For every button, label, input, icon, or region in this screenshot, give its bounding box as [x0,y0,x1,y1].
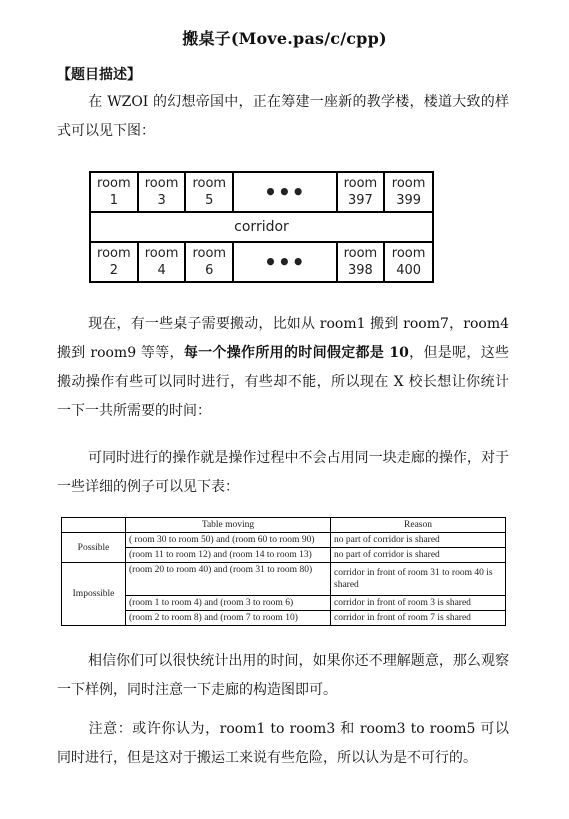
reason-cell: corridor in front of room 31 to room 40 is shared [331,563,506,596]
moving-table [61,517,506,626]
table-row [62,533,506,548]
page-title: 搬桌子(Move.pas/c/cpp) [182,29,387,48]
corridor-diagram [89,171,434,283]
room-cell: room 3 [139,173,187,211]
table-header-empty [62,518,126,533]
hint-text: 相信你们可以很快统计出用的时间，如果你还不理解题意，那么观察一下样例，同时注意一下走廊的构造图即可。 [57,653,509,698]
table-row [62,548,506,563]
table-header-row [62,518,506,533]
room-cell: room 5 [186,173,234,211]
reason-cell: no part of corridor is shared [331,548,506,563]
reason-cell: corridor in front of room 3 is shared [331,596,506,611]
move-cell: ( room 30 to room 50) and (room 60 to room 90) [126,533,331,548]
note-paragraph [57,715,509,773]
category-cell: Impossible [62,563,126,626]
room-cell: room 400 [391,246,426,278]
table-header: Reason [331,518,506,533]
problem-text-bold: 每一个操作所用的时间假定都是 10 [183,345,409,361]
intro-paragraph [57,88,509,146]
rule-text: 可同时进行的操作就是操作过程中不会占用同一块走廊的操作，对于一些详细的例子可以见下表： [57,450,509,495]
table-row [62,563,506,596]
note-text: 注意：或许你认为，room1 to room3 和 room3 to room5 可以同时进行，但是这对于搬运工来说有些危险，所以认为是不可行的。 [57,721,509,766]
category-cell: Possible [62,533,126,563]
problem-text-c: ，但是呢，这些搬动操作有些可以同时进行，有些却不能，所以现在 X 校长想让你统计一下一共所需要的时间： [57,345,510,419]
move-cell: (room 11 to room 12) and (room 14 to room 13) [126,548,331,563]
bottom-room-row [91,241,432,281]
room-cell: room 397 [338,173,386,211]
table-row [62,611,506,626]
ellipsis-cell: ••• [234,173,337,211]
room-cell: room 6 [186,243,234,281]
room-cell: room 398 [338,243,386,281]
move-cell: (room 20 to room 40) and (room 31 to room 80) [126,563,331,596]
table-header: Table moving [126,518,331,533]
intro-text: 在 WZOI 的幻想帝国中，正在筹建一座新的教学楼，楼道大致的样式可以见下图： [57,94,509,139]
rule-paragraph [57,444,509,502]
table-row [62,596,506,611]
move-cell: (room 1 to room 4) and (room 3 to room 6) [126,596,331,611]
hint-paragraph [57,647,509,705]
problem-text-a: 现在，有一些桌子需要搬动，比如从 room1 搬到 room7，room4 搬到 room9 等等， [57,316,509,361]
room-cell: room 4 [139,243,187,281]
room-cell: room 2 [91,243,139,281]
reason-cell: no part of corridor is shared [331,533,506,548]
ellipsis-cell: ••• [234,243,337,281]
room-cell: room 399 [391,176,426,208]
section-heading: 【题目描述】 [57,67,141,83]
problem-paragraph [57,310,509,426]
corridor-label: corridor [234,219,289,235]
reason-cell: corridor in front of room 7 is shared [331,611,506,626]
room-cell: room 1 [91,173,139,211]
top-room-row [91,173,432,213]
move-cell: (room 2 to room 8) and (room 7 to room 10) [126,611,331,626]
